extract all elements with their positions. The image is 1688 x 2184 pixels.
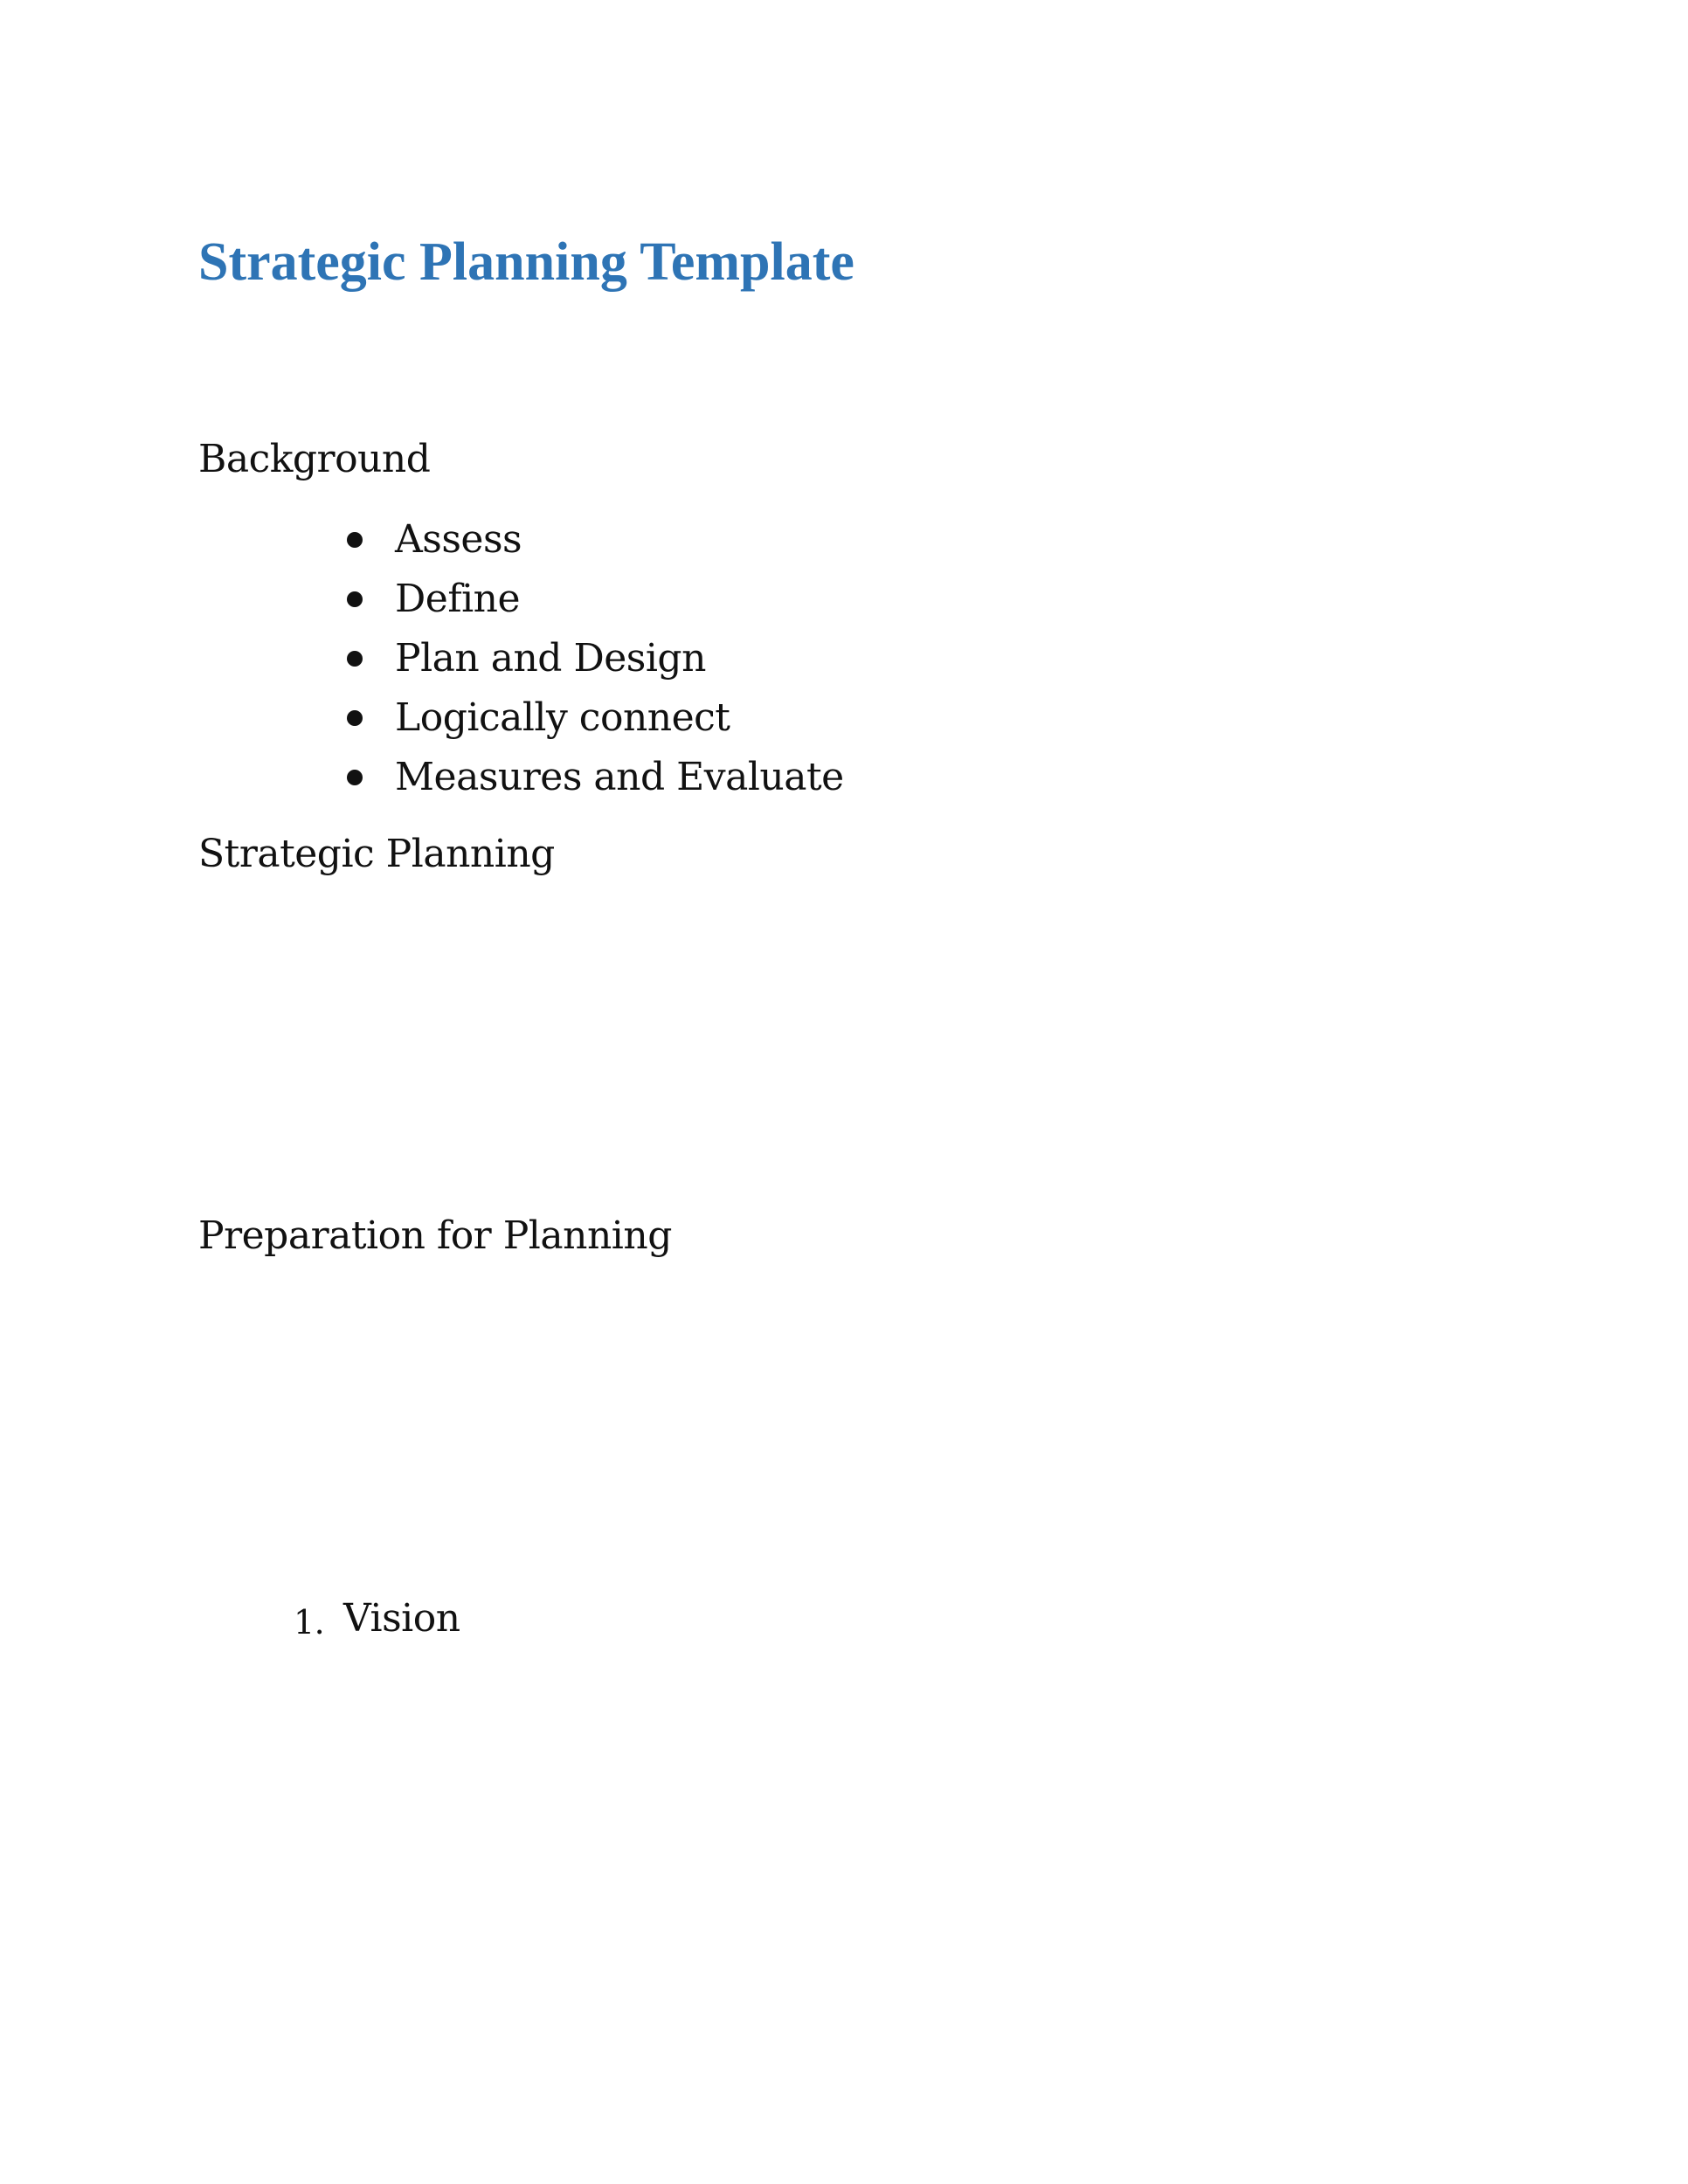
list-item-text: Define	[395, 577, 521, 621]
list-item-text: Vision	[343, 1596, 460, 1641]
section-heading-preparation-for-planning: Preparation for Planning	[198, 1213, 672, 1258]
section-heading-strategic-planning: Strategic Planning	[198, 832, 555, 876]
list-item-text: Assess	[395, 517, 522, 562]
bullet-icon	[347, 591, 363, 607]
list-item-text: Plan and Design	[395, 636, 706, 681]
bullet-icon	[347, 532, 363, 548]
bullet-icon	[347, 710, 363, 726]
section-heading-background: Background	[198, 437, 431, 481]
list-item-text: Measures and Evaluate	[395, 755, 844, 799]
document-title: Strategic Planning Template	[198, 232, 854, 292]
bullet-icon	[347, 651, 363, 667]
bullet-icon	[347, 770, 363, 785]
list-item-text: Logically connect	[395, 695, 730, 740]
list-number: 1.	[294, 1603, 325, 1641]
